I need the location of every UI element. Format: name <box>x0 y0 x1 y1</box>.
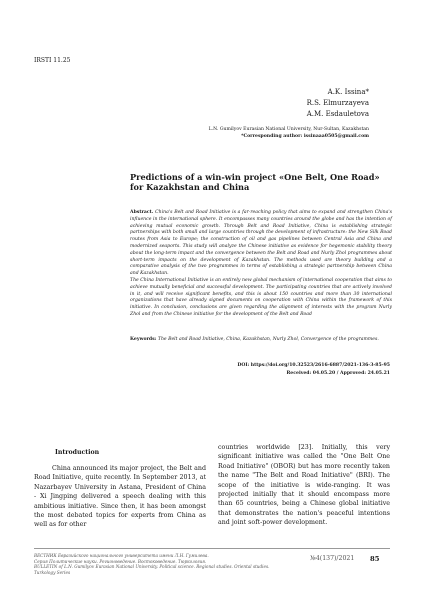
doi-link[interactable]: DOI: https://doi.org/10.32523/2616-6887/2021-136-3-85-95 <box>237 363 390 368</box>
author-1: A.K. Issina* <box>327 88 369 96</box>
abstract-text: China's Belt and Road Initiative is a far-reaching policy that aims to expand and strengthen China's influence in the international sphere. It encompasses many countries around the globe and has the intention of achieving mutual economic growth. Through Belt and Road Initiative, China is establishing strategic partnerships with both small and large countries through the development of infrastructure: the New Silk Road routes from Asia to Europe; the construction of oil and gas pipelines between Central Asia and China and modernized seaports. This study will analyze the Chinese initiative as evidence for hegemonic stability theory about the long-term impact and the convergence between the Belt and Road and Nurly Zhol programmes about short-term impacts on the development of Kazakhstan. The methods used are theory building and a comparative analysis of the two programmes in terms of establishing a strategic partnership between China and Kazakhstan. <box>130 210 392 277</box>
journal-footer <box>34 553 279 575</box>
received-dates: Received: 04.05.20 / Approved: 24.05.21 <box>286 371 390 376</box>
abstract-label: Abstract. <box>130 210 154 215</box>
doi-block <box>237 362 390 378</box>
footer-line-1: ВЕСТНИК Евразийского национального университета имени Л.Н. Гумилева. <box>34 553 209 558</box>
affiliation: L.N. Gumilyov Eurasian National University, Nur-Sultan, Kazakhstan <box>208 127 369 132</box>
abstract-text-2: The China International Initiative is an entirely new global mechanism of international cooperation that aims to achieve mutually beneficial and successful development. The participating countries that are actively involved in it, and will receive significant benefits, and this is about 150 countries and more than 30 international organizations that have already signed documents on cooperation with China within the framework of this initiative. In conclusion, conclusions are given regarding the alignment of interests with the program Nurly Zhol and from the Chinese initiative for the development of the Belt and Road <box>130 277 392 317</box>
issue-number: №4(137)/2021 <box>310 555 355 562</box>
corresponding-author: *Corresponding author: issinaaa0505@gmail.com <box>241 134 369 139</box>
author-2: R.S. Elmurzayeva <box>306 99 369 107</box>
page-number: 85 <box>370 555 380 563</box>
keywords-label: Keywords: <box>130 337 157 342</box>
keywords-text: The Belt and Road Initiative, China, Kazakhstan, Nurly Zhol, Convergence of the programmes. <box>157 337 379 342</box>
footer-line-2: Серия Политические науки. Регионоведение. Востоковедение. Тюркология. <box>34 558 207 564</box>
author-3: A.M. Esdauletova <box>306 110 369 118</box>
keywords <box>130 337 392 344</box>
intro-left-column: China announced its major project, the Belt and Road Initiative, quite recently. In September 2013, at Nazarbayev University in Astana, President of China - Xi Jingping delivered a speech dealing with this ambitious initiative. Since then, it has been amongst the most debated topics for experts from China as well as for other <box>34 465 206 529</box>
abstract <box>130 210 392 319</box>
footer-divider <box>34 548 390 549</box>
irsti-code: IRSTI 11.25 <box>34 57 71 64</box>
intro-right-column: countries worldwide [23]. Initially, this very significant initiative was called the "One Belt One Road Initiative" (OBOR) but has more recently taken the name "The Belt and Road Initiative" (BRI). The scope of the initiative is wide-ranging. It was projected initially that it should encompass more than 65 countries, being a Chinese global initiative that demonstrates the nation's peaceful intentions and joint soft-power development. <box>218 444 390 527</box>
introduction-heading: Introduction <box>55 449 100 456</box>
paper-title: Predictions of a win-win project «One Belt, One Road» for Kazakhstan and China <box>130 172 380 192</box>
footer-line-3: BULLETIN of L.N. Gumilyov Eurasian National University. Political science. Regional studies. Oriental studies. Turkology Series <box>34 564 270 575</box>
